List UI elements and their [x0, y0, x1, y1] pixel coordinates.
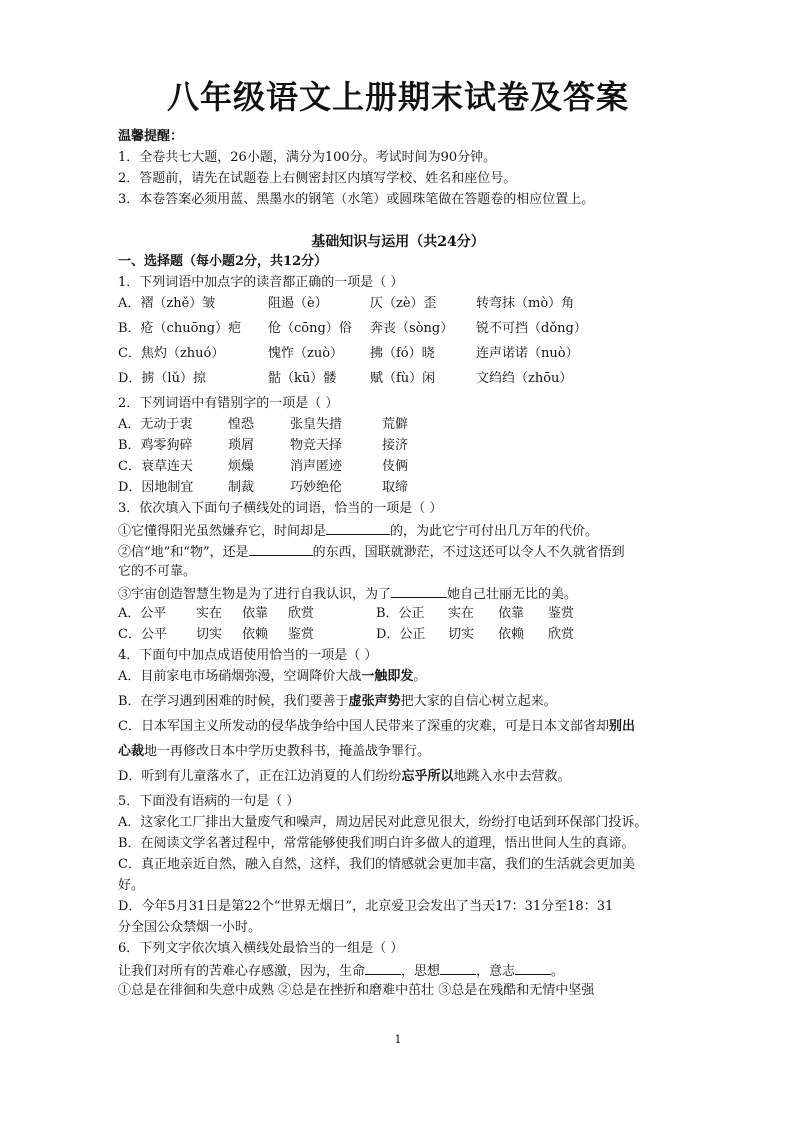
option-cell: B．疮（chuōng）疤 — [118, 321, 242, 336]
idiom: 心裁 — [118, 744, 145, 759]
option-cell: 拂（fó）晓 — [370, 346, 435, 361]
option-cell: 切实 — [196, 627, 223, 642]
sentence-text: 的，为此它宁可付出几万年的代价。 — [390, 524, 599, 539]
option-cell: 赋（fù）闲 — [370, 371, 436, 386]
question-stem: 6．下列文字依次填入横线处最恰当的一组是（ ） — [118, 941, 404, 956]
question-stem: 5．下面没有语病的一句是（ ） — [118, 794, 300, 809]
sentence-text: 。 — [551, 964, 565, 979]
option-line: A．这家化工厂排出大量废气和噪声，周边居民对此意见很大，纷纷打电话到环保部门投诉。 — [118, 815, 648, 830]
sentence — [118, 542, 625, 562]
option-line: 好。 — [118, 878, 145, 893]
option-cell: B．公正 — [376, 606, 425, 621]
sentence-text: ，意志 — [476, 964, 516, 979]
option-text: 把大家的自信心树立起来。 — [400, 694, 557, 709]
question-stem: 4．下面句中加点成语使用恰当的一项是（ ） — [118, 648, 378, 663]
option-cell: D．掳（lǔ）掠 — [118, 371, 206, 386]
option-line — [118, 668, 426, 686]
option-cell: C．衰草连天 — [118, 459, 193, 474]
question-stem: 2．下列词语中有错别字的一项是（ ） — [118, 396, 339, 411]
option-cell: 欣赏 — [548, 627, 575, 642]
option-cell: 伧（cōng）俗 — [268, 321, 352, 336]
option-cell: 骷（kū）髅 — [268, 371, 337, 386]
option-cell: 烦燥 — [228, 459, 255, 474]
option-line — [118, 743, 430, 761]
notice-item: 2．答题前，请先在试题卷上右侧密封区内填写学校、姓名和座位号。 — [118, 171, 517, 186]
sentence — [118, 521, 598, 541]
option-line: ①总是在徘徊和失意中成熟 ②总是在挫折和磨难中茁壮 ③总是在残酷和无情中坚强 — [118, 983, 595, 998]
sentence-text: 让我们对所有的苦难心存感激，因为，生命 — [118, 964, 366, 979]
notice-heading: 温馨提醒： — [118, 129, 184, 144]
option-cell: 依赖 — [498, 627, 525, 642]
sentence-text: ，思想 — [401, 964, 441, 979]
option-text: 地一再修改日本中学历史教科书，掩盖战争罪行。 — [144, 744, 431, 759]
answer-blank — [515, 961, 551, 975]
option-cell: 实在 — [196, 606, 223, 621]
question-stem: 3．依次填入下面句子横线处的词语，恰当的一项是（ ） — [118, 501, 443, 516]
option-cell: 阻遏（è） — [268, 296, 328, 311]
sentence — [118, 961, 564, 981]
idiom: 虚张声势 — [348, 694, 401, 709]
option-cell: 实在 — [448, 606, 475, 621]
option-text: A．目前家电市场硝烟弥漫，空调降价大战 — [118, 669, 362, 684]
notice-item: 3．本卷答案必须用蓝、黑墨水的钢笔（水笔）或圆珠笔做在答题卷的相应位置上。 — [118, 192, 595, 207]
answer-blank — [249, 542, 313, 556]
option-text: 。 — [413, 669, 427, 684]
option-cell: A．无动于衷 — [118, 417, 193, 432]
option-cell: 锐不可挡（dǒng） — [476, 321, 587, 336]
option-cell: 接济 — [382, 438, 409, 453]
idiom: 别出 — [608, 719, 635, 734]
option-cell: 巧妙绝伦 — [290, 480, 343, 495]
option-cell: 文绉绉（zhōu） — [476, 371, 573, 386]
answer-blank — [326, 521, 390, 535]
sentence-text: ②信“地”和“物”，还是 — [118, 545, 249, 560]
option-line: C．真正地亲近自然，融入自然，这样，我们的情感就会更加丰富，我们的生活就会更加美 — [118, 857, 635, 872]
idiom: 忘乎所以 — [401, 769, 454, 784]
option-cell: B．鸡零狗碎 — [118, 438, 193, 453]
option-line: 分全国公众禁烟一小时。 — [118, 920, 262, 935]
sentence-text: ①它懂得阳光虽然嫌弃它，时间却是 — [118, 524, 327, 539]
answer-blank — [391, 584, 447, 598]
option-cell: 惶恐 — [228, 417, 255, 432]
option-text: 地跳入水中去营救。 — [453, 769, 571, 784]
answer-blank — [440, 961, 476, 975]
option-cell: C．公平 — [118, 627, 167, 642]
option-text: B．在学习遇到困难的时候，我们要善于 — [118, 694, 349, 709]
option-cell: 连声诺诺（nuò） — [476, 346, 579, 361]
option-cell: D．因地制宜 — [118, 480, 194, 495]
option-cell: 制裁 — [228, 480, 255, 495]
option-cell: 转弯抹（mò）角 — [476, 296, 575, 311]
option-cell: 物竞天择 — [290, 438, 343, 453]
option-cell: 琐屑 — [228, 438, 255, 453]
question-stem: 1．下列词语中加点字的读音都正确的一项是（ ） — [118, 275, 404, 290]
option-text: C．日本军国主义所发动的侵华战争给中国人民带来了深重的灾难，可是日本文部省却 — [118, 719, 609, 734]
option-line — [118, 693, 557, 711]
option-text: D．听到有儿童落水了，正在江边消夏的人们纷纷 — [118, 769, 402, 784]
option-cell: 张皇失措 — [290, 417, 343, 432]
option-line: B．在阅读文学名著过程中，常常能够使我们明白许多做人的道理，悟出世间人生的真谛。 — [118, 836, 635, 851]
sentence: 它的不可靠。 — [118, 564, 197, 579]
part-heading: 一、选择题（每小题2分，共12分） — [118, 254, 328, 269]
option-cell: 依靠 — [242, 606, 269, 621]
option-line — [118, 718, 635, 736]
notice-item: 1．全卷共七大题，26小题，满分为100分。考试时间为90分钟。 — [118, 150, 497, 165]
option-cell: 取缔 — [382, 480, 409, 495]
option-cell: 依赖 — [242, 627, 269, 642]
sentence — [118, 584, 577, 604]
option-cell: A．公平 — [118, 606, 167, 621]
option-cell: 切实 — [448, 627, 475, 642]
idiom: 一触即发 — [361, 669, 414, 684]
option-cell: 仄（zè）歪 — [370, 296, 437, 311]
section-title: 基础知识与运用（共24分） — [311, 234, 485, 250]
option-cell: 鉴赏 — [548, 606, 575, 621]
option-cell: A．褶（zhě）皱 — [118, 296, 216, 311]
page-number: 1 — [394, 1033, 402, 1046]
option-cell: D．公正 — [376, 627, 426, 642]
option-cell: 愧怍（zuò） — [268, 346, 344, 361]
page-title: 八年级语文上册期末试卷及答案 — [166, 78, 629, 116]
sentence-text: ③宇宙创造智慧生物是为了进行自我认识，为了 — [118, 587, 392, 602]
option-cell: 依靠 — [498, 606, 525, 621]
option-cell: 伎俩 — [382, 459, 409, 474]
option-cell: 消声匿迹 — [290, 459, 343, 474]
sentence-text: 她自己壮丽无比的美。 — [447, 587, 578, 602]
option-cell: C．焦灼（zhuó） — [118, 346, 225, 361]
answer-blank — [365, 961, 401, 975]
sentence-text: 的东西，国联就渺茫，不过这还可以令人不久就省悟到 — [312, 545, 625, 560]
option-line — [118, 768, 570, 786]
option-cell: 荒僻 — [382, 417, 409, 432]
option-cell: 奔丧（sòng） — [370, 321, 454, 336]
option-line: D．今年5月31日是第22个“世界无烟日”，北京爱卫会发出了当天17：31分至18：31 — [118, 899, 614, 914]
option-cell: 鉴赏 — [288, 627, 315, 642]
option-cell: 欣赏 — [288, 606, 315, 621]
